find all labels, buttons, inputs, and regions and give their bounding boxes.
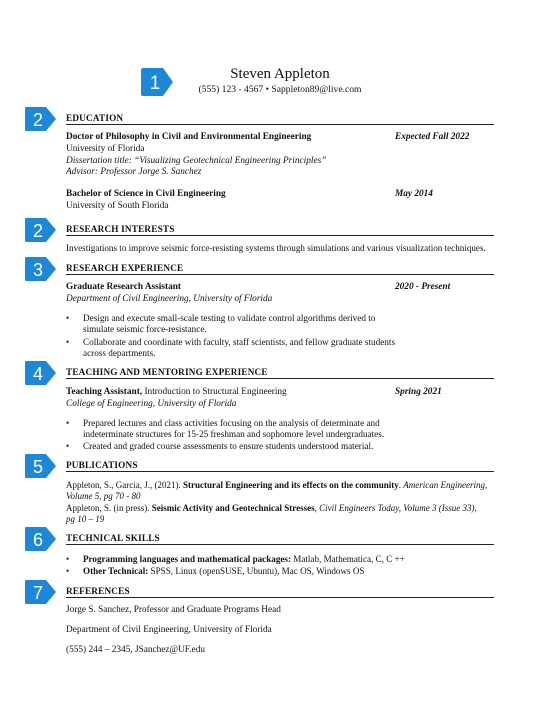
number-badge-4 (24, 360, 58, 386)
badge-shape-icon (24, 360, 58, 386)
number-badge-5 (24, 453, 58, 479)
research-date: 2020 - Present (395, 282, 451, 292)
number-badge-7 (24, 579, 58, 605)
section-title-research-experience: RESEARCH EXPERIENCE (66, 263, 494, 275)
skill-other: Other Technical: SPSS, Linux (openSUSE, Ubuntu), Mac OS, Windows OS (83, 566, 365, 576)
degree-phd: Doctor of Philosophy in Civil and Environmental Engineering (66, 132, 312, 142)
number-badge-2 (24, 106, 58, 132)
bullet-marker: • (66, 554, 70, 564)
number-badge-3 (24, 256, 58, 282)
publication-1-line-1: Appleton, S., Garcia, J., (2021). Structural Engineering and its effects on the community. American Engineering, (66, 480, 488, 490)
teaching-bullet-2: Created and graded course assessments to ensure students understood material. (83, 441, 374, 451)
section-title-education: EDUCATION (66, 113, 494, 125)
teaching-date: Spring 2021 (395, 387, 442, 397)
section-title-publications: PUBLICATIONS (66, 460, 494, 472)
date-bs: May 2014 (395, 189, 433, 199)
date-phd: Expected Fall 2022 (395, 132, 470, 142)
badge-shape-icon (24, 453, 58, 479)
svg-text:6: 6 (32, 530, 44, 550)
candidate-name: Steven Appleton (230, 66, 330, 82)
publication-2-line-1: Appleton, S. (in press). Seismic Activity and Geotechnical Stresses, Civil Engineers Today, Volume 3 (Issue 33), (66, 503, 477, 513)
degree-bs: Bachelor of Science in Civil Engineering (66, 189, 226, 199)
school-bs: University of South Florida (66, 201, 169, 211)
publication-1-line-2: Volume 5, pg 70 - 80 (66, 491, 141, 501)
svg-text:1: 1 (149, 73, 161, 94)
reference-department: Department of Civil Engineering, University of Florida (66, 625, 272, 635)
badge-shape-icon (24, 217, 58, 243)
badge-shape-icon (24, 106, 58, 132)
bullet-marker: • (66, 313, 70, 323)
bullet-marker: • (66, 337, 70, 347)
svg-text:2: 2 (32, 110, 44, 130)
advisor: Advisor: Professor Jorge S. Sanchez (66, 167, 202, 177)
teaching-org: College of Engineering, University of Florida (66, 399, 237, 409)
research-interests-text: Investigations to improve seismic force-resisting systems through simulations and various visualization techniques. (66, 243, 486, 253)
svg-text:5: 5 (32, 457, 44, 477)
publication-2-line-2: pg 10 – 19 (66, 514, 105, 524)
research-org: Department of Civil Engineering, University of Florida (66, 294, 273, 304)
research-role: Graduate Research Assistant (66, 282, 182, 292)
teaching-bullet-1: Prepared lectures and class activities focusing on the analysis of determinate and indeterminate structures for 15-25 freshman and sophomore level undergraduates. (83, 418, 385, 440)
research-bullet-1: Design and execute small-scale testing to validate control algorithms derived to simulate seismic force-resistance. (83, 313, 376, 335)
dissertation-title: Dissertation title: “Visualizing Geotechnical Engineering Principles” (66, 156, 327, 166)
svg-text:2: 2 (32, 221, 44, 241)
reference-contact: (555) 244 – 2345, JSanchez@UF.edu (66, 645, 205, 655)
svg-text:4: 4 (32, 364, 44, 384)
skill-programming: Programming languages and mathematical packages: Matlab, Mathematica, C, C ++ (83, 554, 405, 564)
bullet-marker: • (66, 418, 70, 428)
section-title-teaching: TEACHING AND MENTORING EXPERIENCE (66, 367, 494, 379)
section-title-research-interests: RESEARCH INTERESTS (66, 224, 494, 236)
bullet-marker: • (66, 441, 70, 451)
section-title-references: REFERENCES (66, 586, 494, 598)
number-badge-2b (24, 217, 58, 243)
contact-info: (555) 123 - 4567 • Sappleton89@live.com (198, 84, 362, 95)
section-title-skills: TECHNICAL SKILLS (66, 533, 494, 545)
bullet-marker: • (66, 566, 70, 576)
number-badge-6 (24, 526, 58, 552)
svg-text:7: 7 (32, 583, 44, 603)
badge-shape-icon (24, 256, 58, 282)
badge-shape-icon (24, 579, 58, 605)
badge-shape-icon (24, 526, 58, 552)
teaching-role: Teaching Assistant, Introduction to Structural Engineering (66, 387, 287, 397)
school-phd: University of Florida (66, 144, 145, 154)
reference-name: Jorge S. Sanchez, Professor and Graduate Programs Head (66, 605, 281, 615)
research-bullet-2: Collaborate and coordinate with faculty, staff scientists, and fellow graduate students across departments. (83, 337, 396, 359)
svg-text:3: 3 (32, 260, 44, 280)
